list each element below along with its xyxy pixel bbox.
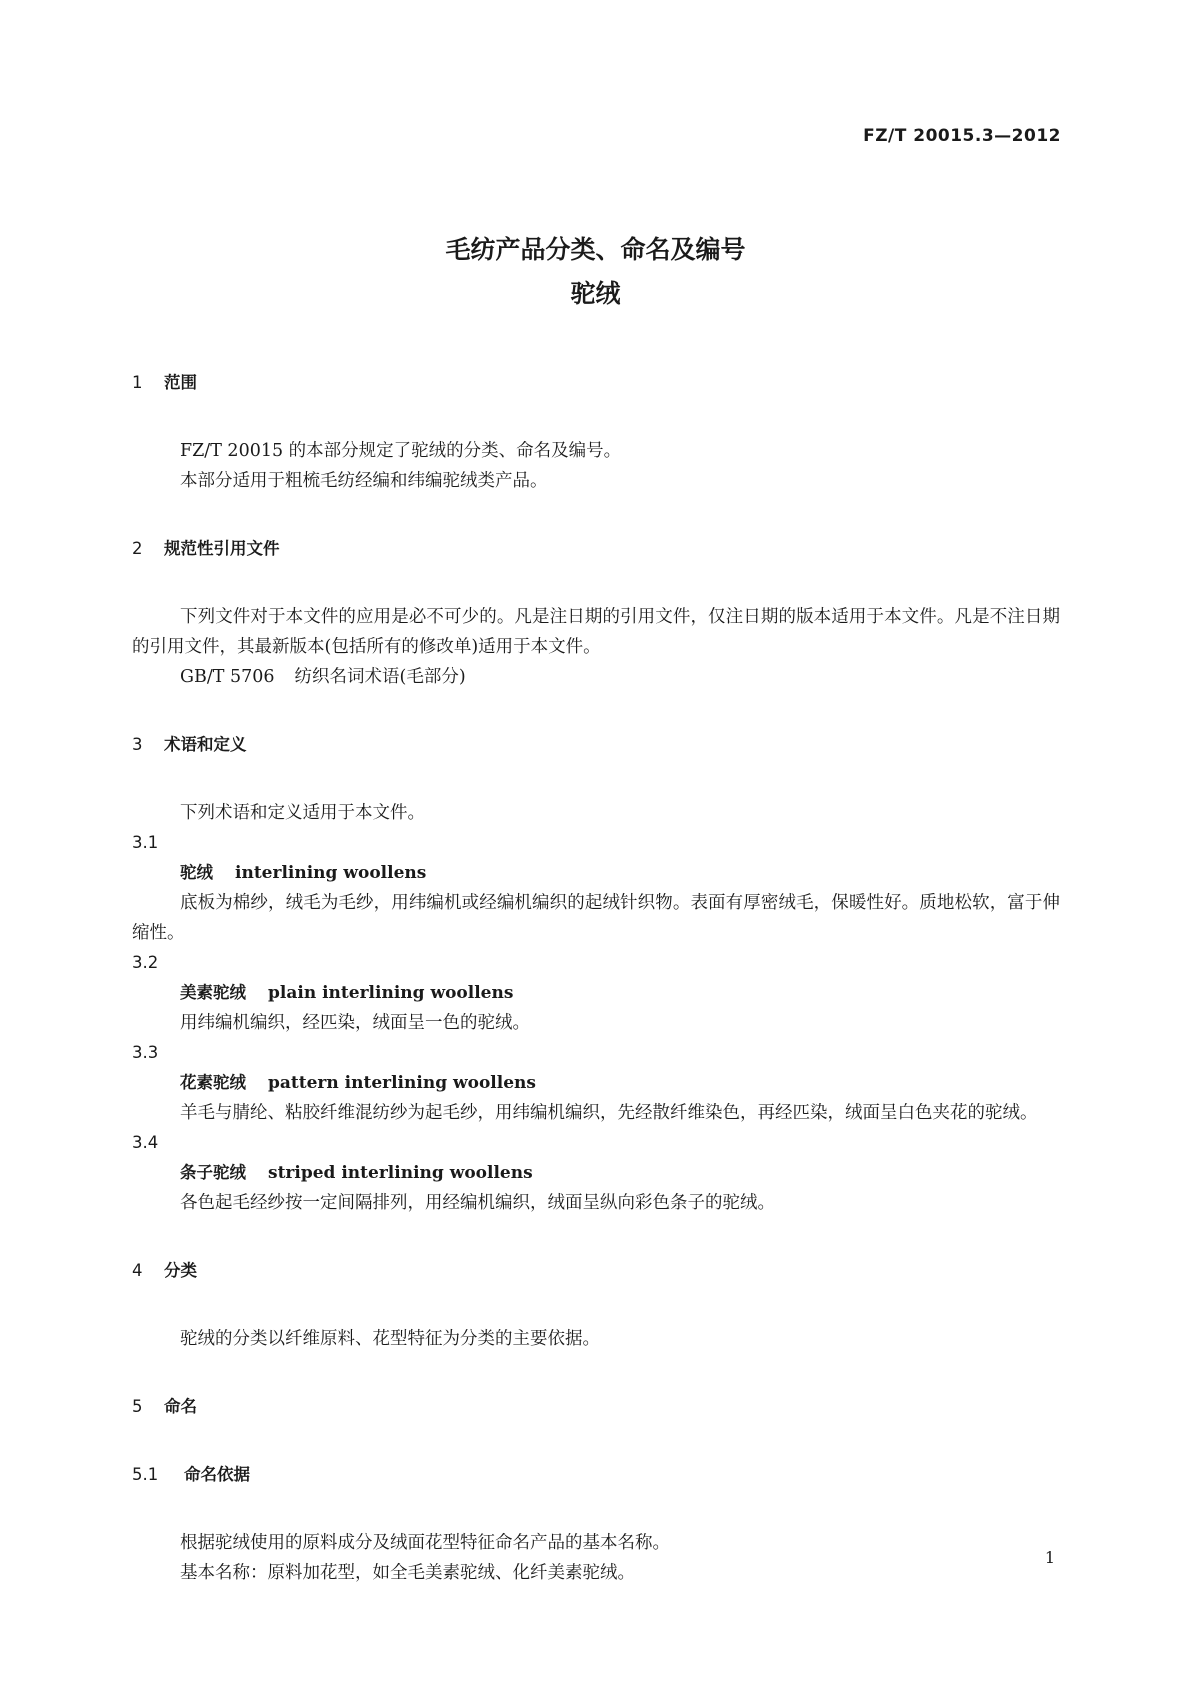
term-number: 3.4	[132, 1133, 159, 1152]
section-1-heading	[132, 368, 1060, 398]
section-title: 规范性引用文件	[164, 539, 280, 558]
term-english: pattern interlining woollens	[268, 1073, 536, 1093]
section-number: 5	[132, 1397, 143, 1416]
page-number: 1	[1044, 1548, 1055, 1567]
term-english: striped interlining woollens	[268, 1163, 533, 1183]
section-4-heading	[132, 1256, 1060, 1286]
paragraph: 根据驼绒使用的原料成分及绒面花型特征命名产品的基本名称。	[180, 1533, 670, 1553]
term-definition: 底板为棉纱，绒毛为毛纱，用纬编机或经编机编织的起绒针织物。表面有厚密绒毛，保暖性好。质地松软，富于伸缩性。	[132, 893, 1060, 943]
term-number: 3.1	[132, 833, 159, 852]
standard-code: FZ/T 20015.3—2012	[863, 126, 1061, 146]
term-number: 3.3	[132, 1043, 159, 1062]
section-number: 1	[132, 373, 143, 392]
section-number: 4	[132, 1261, 143, 1280]
term-english: plain interlining woollens	[268, 983, 514, 1003]
term-chinese: 驼绒	[180, 863, 213, 882]
paragraph: FZ/T 20015 的本部分规定了驼绒的分类、命名及编号。	[180, 441, 622, 461]
section-2-heading	[132, 534, 1060, 564]
subsection-number: 5.1	[132, 1465, 159, 1484]
section-3-heading	[132, 730, 1060, 760]
section-title: 分类	[164, 1261, 197, 1280]
term-english: interlining woollens	[235, 863, 427, 883]
reference-title: 纺织名词术语(毛部分)	[294, 667, 466, 687]
section-5-heading	[132, 1392, 1060, 1422]
paragraph: 下列术语和定义适用于本文件。	[180, 803, 425, 823]
term-entry	[132, 978, 1060, 1008]
sub-title: 驼绒	[570, 279, 621, 308]
term-number: 3.2	[132, 953, 159, 972]
section-title: 术语和定义	[164, 735, 247, 754]
term-chinese: 条子驼绒	[180, 1163, 246, 1182]
term-chinese: 花素驼绒	[180, 1073, 246, 1092]
paragraph: 本部分适用于粗梳毛纺经编和纬编驼绒类产品。	[180, 471, 548, 491]
paragraph: 驼绒的分类以纤维原料、花型特征为分类的主要依据。	[180, 1329, 600, 1349]
term-definition: 各色起毛经纱按一定间隔排列，用经编机编织，绒面呈纵向彩色条子的驼绒。	[180, 1193, 775, 1213]
subsection-title: 命名依据	[184, 1465, 250, 1484]
section-title: 范围	[164, 373, 197, 392]
term-definition: 用纬编机编织，经匹染，绒面呈一色的驼绒。	[180, 1013, 530, 1033]
term-entry	[132, 858, 1060, 888]
document-title	[0, 228, 1191, 316]
reference-code: GB/T 5706	[180, 667, 275, 687]
term-chinese: 美素驼绒	[180, 983, 246, 1002]
section-number: 2	[132, 539, 143, 558]
main-title: 毛纺产品分类、命名及编号	[445, 235, 746, 264]
normative-reference	[132, 662, 1060, 692]
section-number: 3	[132, 735, 143, 754]
document-body	[132, 368, 1060, 1588]
paragraph: 基本名称：原料加花型，如全毛美素驼绒、化纤美素驼绒。	[180, 1563, 635, 1583]
term-entry	[132, 1068, 1060, 1098]
paragraph: 下列文件对于本文件的应用是必不可少的。凡是注日期的引用文件，仅注日期的版本适用于本文件。凡是不注日期的引用文件，其最新版本(包括所有的修改单)适用于本文件。	[132, 607, 1060, 657]
section-title: 命名	[164, 1397, 197, 1416]
term-entry	[132, 1158, 1060, 1188]
term-definition: 羊毛与腈纶、粘胶纤维混纺纱为起毛纱，用纬编机编织，先经散纤维染色，再经匹染，绒面呈白色夹花的驼绒。	[180, 1103, 1038, 1123]
subsection-5-1-heading	[132, 1460, 1060, 1490]
